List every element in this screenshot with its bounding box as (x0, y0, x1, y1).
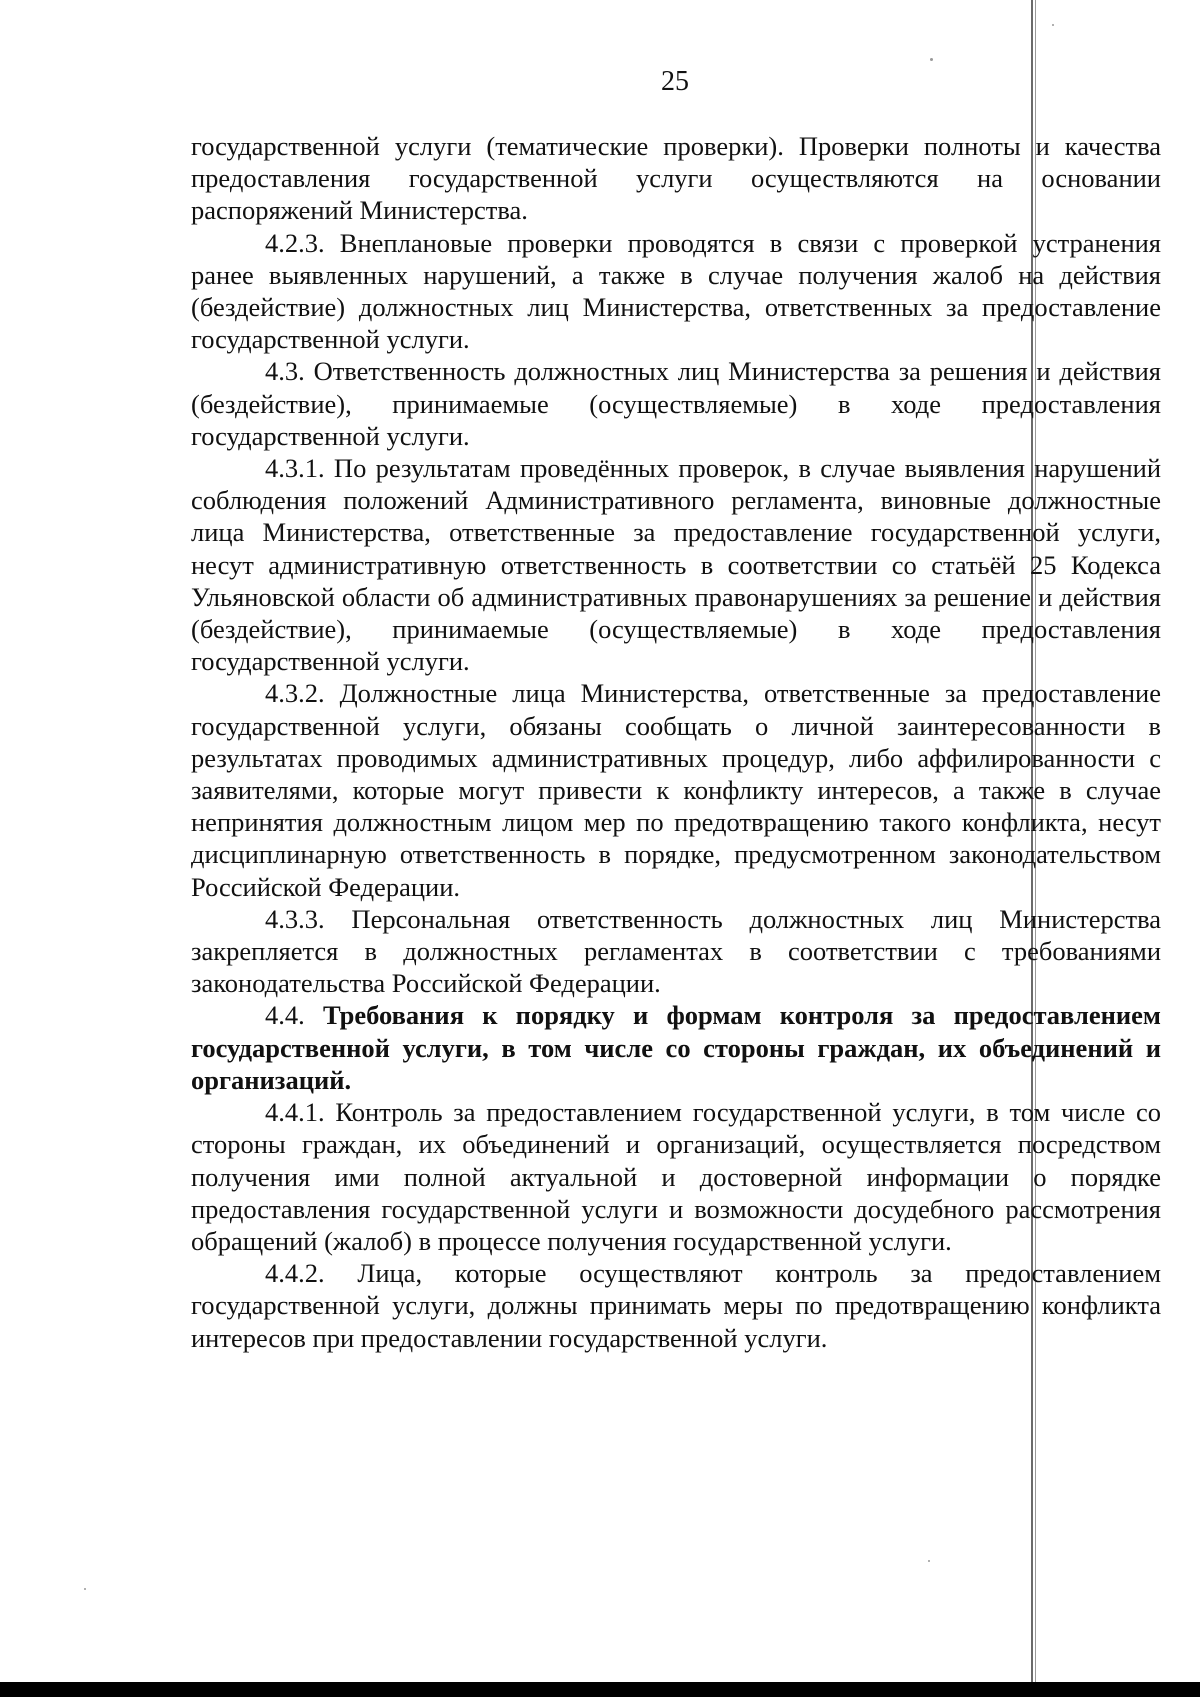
paragraph-4-2-3: 4.2.3. Внеплановые проверки проводятся в связи с проверкой устранения ранее выявленных нарушений, а также в случае получения жалоб на действия (бездействие) должностных лиц Министерства, ответственных за предоставление государственной услуги. (191, 227, 1161, 355)
section-heading-4-4 (191, 999, 1161, 1096)
section-number: 4.4. (265, 1000, 323, 1031)
paragraph-4-3-3: 4.3.3. Персональная ответственность должностных лиц Министерства закрепляется в должностных регламентах в соответствии с требованиями законодательства Российской Федерации. (191, 903, 1161, 999)
paragraph-4-4-2: 4.4.2. Лица, которые осуществляют контроль за предоставлением государственной услуги, должны принимать меры по предотвращению конфликта интересов при предоставлении государственной услуги. (191, 1258, 1161, 1353)
scan-speck (930, 58, 933, 61)
document-body (191, 130, 1161, 1354)
section-heading-text: Требования к порядку и формам контроля за предоставлением государственной услуги, в том числе со стороны граждан, их объединений и организаций. (191, 1000, 1161, 1095)
page-number: 25 (661, 66, 689, 97)
scan-bottom-edge (0, 1682, 1200, 1697)
scan-speck (84, 1588, 86, 1590)
paragraph-4-3-2: 4.3.2. Должностные лица Министерства, ответственные за предоставление государственной услуги, обязаны сообщать о личной заинтересованности в результатах проводимых административных процедур, либо аффилированности с заявителями, которые могут привести к конфликту интересов, а также в случае непринятия должностным лицом мер по предотвращению такого конфликта, несут дисциплинарную ответственность в порядке, предусмотренном законодательством Российской Федерации. (191, 678, 1161, 902)
paragraph-4-3: 4.3. Ответственность должностных лиц Министерства за решения и действия (бездействие), принимаемые (осуществляемые) в ходе предоставления государственной услуги. (191, 356, 1161, 451)
paragraph-4-4-1: 4.4.1. Контроль за предоставлением государственной услуги, в том числе со стороны граждан, их объединений и организаций, осуществляется посредством получения ими полной актуальной и достоверной информации о порядке предоставления государственной услуги и возможности досудебного рассмотрения обращений (жалоб) в процессе получения государственной услуги. (191, 1097, 1161, 1256)
paragraph-continuation: государственной услуги (тематические проверки). Проверки полноты и качества предоставления государственной услуги осуществляются на основании распоряжений Министерства. (191, 131, 1161, 226)
paragraph-4-3-1: 4.3.1. По результатам проведённых проверок, в случае выявления нарушений соблюдения положений Административного регламента, виновные должностные лица Министерства, ответственные за предоставление государственной услуги, несут административную ответственность в соответствии со статьёй 25 Кодекса Ульяновской области об административных правонарушениях за решение и действия (бездействие), принимаемые (осуществляемые) в ходе предоставления государственной услуги. (191, 453, 1161, 677)
scan-speck (1052, 24, 1054, 26)
scan-speck (928, 1560, 930, 1562)
